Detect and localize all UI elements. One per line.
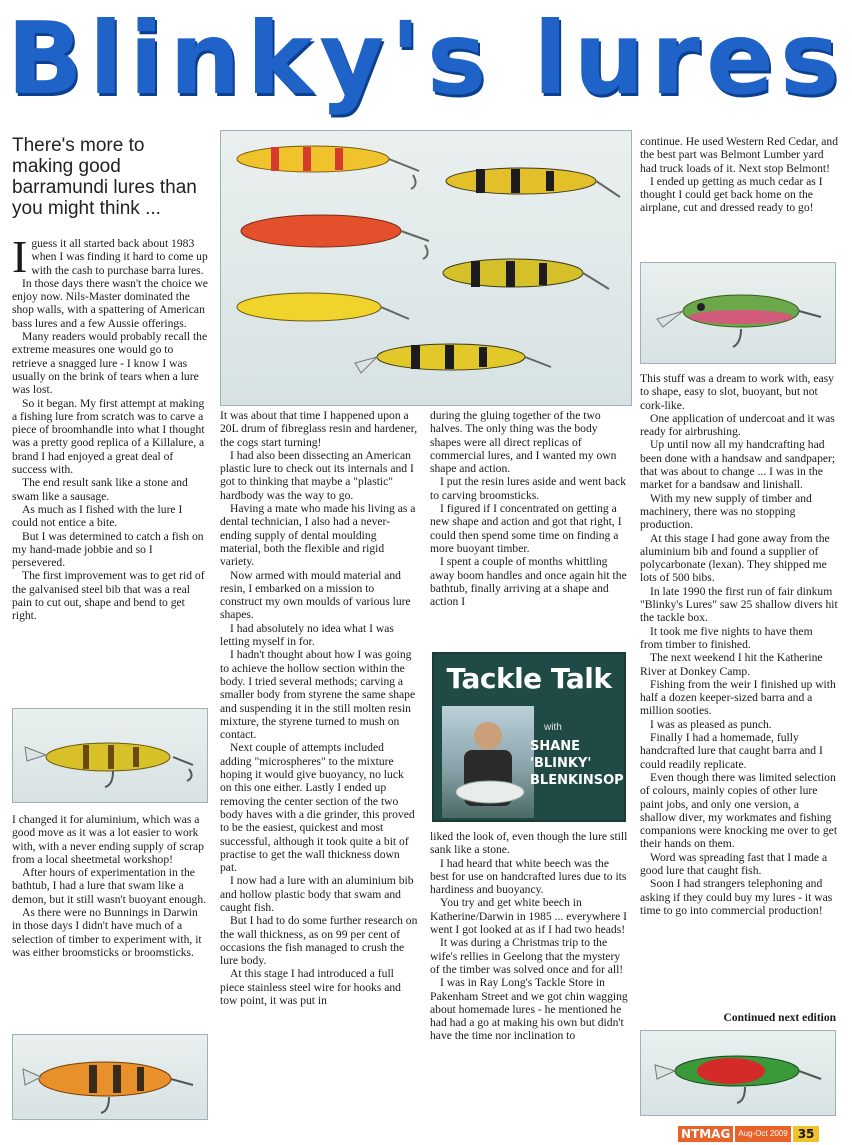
paragraph: Having a mate who made his living as a dental technician, I also had a never-ending supply of dental moulding material, both the flexible and rigid variety. [220, 502, 416, 569]
lures-group-icon [221, 131, 632, 406]
paragraph: You try and get white beech in Katherine/Darwin in 1985 ... everywhere I went I got looked at as if I had two heads! [430, 896, 628, 937]
paragraph: I figured if I concentrated on getting a new shape and action and got that right, I could then spend some time on finding a more buoyant timber. [430, 502, 622, 555]
paragraph: With my new supply of timber and machinery, there was no stopping production. [640, 491, 812, 532]
tackle-talk-box [432, 652, 626, 822]
paragraph: Fishing from the weir I finished up with half a dozen keeper-sized barra and a million sooties. [640, 677, 836, 718]
paragraph: The next weekend I hit the Katherine River at Donkey Camp. [640, 651, 823, 678]
lures-group-photo [220, 130, 632, 406]
lure-photo-orange [12, 1034, 208, 1120]
lure-orange-red [241, 215, 429, 259]
tackle-talk-with: with [544, 722, 562, 733]
paragraph: I was as pleased as punch. [650, 717, 772, 731]
author-name-line: SHANE [530, 739, 581, 754]
paragraph: I had absolutely no idea what I was letting myself in for. [220, 621, 394, 649]
paragraph: One application of undercoat and it was ready for airbrushing. [640, 411, 835, 439]
magazine-name: NTMAG [678, 1126, 733, 1142]
paragraph: At this stage I had introduced a full piece stainless steel wire for hooks and tow point, it was put in [220, 967, 401, 1008]
page-footer [678, 1126, 819, 1142]
lure-photo-1 [12, 708, 208, 803]
author-name [530, 738, 628, 789]
paragraph: It was during a Christmas trip to the wife's rellies in Geelong that the mystery of the timber was solved once and for all! [430, 936, 624, 976]
continued-note: Continued next edition [723, 1012, 836, 1024]
lure-black-yellow-2 [443, 259, 609, 289]
paragraph: It was about that time I happened upon a 20L drum of fibreglass resin and hardener, the cogs start turning! [220, 409, 418, 449]
lure-rainbow-icon [641, 263, 836, 364]
paragraph: Up until now all my handcrafting had been done with a handsaw and sandpaper; that was about to change ... I was in the market for a bandsaw and linishall. [640, 438, 836, 492]
page-number: 35 [793, 1126, 820, 1142]
lure-yellow-spotted-icon [13, 709, 208, 803]
paragraph: I put the resin lures aside and went back to carving broomsticks. [430, 475, 627, 502]
paragraph: I was in Ray Long's Tackle Store in Pakenham Street and we got chin wagging about homemade lures - he mentioned he had had a go at making his own but didn't have the time nor inclination to [430, 976, 628, 1043]
paragraph: Next couple of attempts included adding "microspheres" to the mixture hoping it would give buoyancy, no luck on this one either. Lastly I ended up removing the center section of the two body haves with a die grinder, this proved to be the easiest, quickest and most successful, although it took quite a bit of practise to get the wall thickness down pat. [220, 741, 415, 875]
column-3-bottom [430, 830, 628, 1043]
paragraph: Finally I had a homemade, fully handcrafted lure that caught barra and I could readily replicate. [640, 731, 823, 771]
paragraph: In those days there wasn't the choice we enjoy now. Nils-Master dominated the shop walls, with a spattering of American bass lures and a few Aussie offerings. [12, 276, 208, 330]
paragraph: during the gluing together of the two halves. The only thing was the body shapes were all direct replicas of commercial lures, and I wanted my own shape and action. [430, 409, 617, 476]
standfirst: There's more to making good barramundi lures than you might think ... [12, 135, 197, 219]
issue-date: Aug-Oct 2009 [735, 1126, 790, 1142]
paragraph: This stuff was a dream to work with, easy to shape, easy to slot, buoyant, but not cork-like. [640, 372, 834, 412]
lure-black-yellow-1 [446, 168, 620, 197]
column-2 [220, 409, 418, 1007]
page-title: Blinky's lures [6, 0, 846, 117]
paragraph: In late 1990 the first run of fair dinkum "Blinky's Lures" saw 25 shallow divers hit the tackle box. [640, 584, 838, 625]
paragraph: At this stage I had gone away from the aluminium bib and found a supplier of polycarbonate (lexan). They shipped me lots of 500 bibs. [640, 531, 830, 585]
paragraph: I ended up getting as much cedar as I thought I could get back home on the airplane, cut and dressed ready to go! [640, 174, 823, 215]
paragraph: guess it all started back about 1983 when I was finding it hard to come up with the cash to purchase barra lures. [31, 237, 208, 277]
paragraph: Many readers would probably recall the extreme measures one would go to retrieve a snagged lure - I know I was usually on the brink of tears when a lure was lost. [12, 330, 208, 397]
paragraph: Now armed with mould material and resin, I embarked on a mission to construct my own moulds of various lure shapes. [220, 568, 411, 622]
angler-icon [442, 706, 534, 818]
lure-photo-rainbow [640, 262, 836, 364]
paragraph: I changed it for aluminium, which was a good move as it was a lot easier to work with, with a never ending supply of scrap from a local sheetmetal workshop! [12, 813, 204, 866]
paragraph: Soon I had strangers telephoning and asking if they could buy my lures - it was time to go into commercial production! [640, 877, 833, 917]
paragraph: I spent a couple of months whittling away boom handles and once again hit the bathtub, finally arriving at a shape and action I [430, 555, 627, 609]
column-4-top [640, 135, 838, 215]
author-name-line: BLENKINSOP [530, 773, 624, 788]
paragraph: It took me five nights to have them from timber to finished. [640, 624, 813, 651]
column-1-bottom [12, 813, 208, 959]
tackle-talk-title: Tackle Talk [446, 662, 612, 695]
lure-green-red-icon [641, 1031, 836, 1116]
column-4-bottom [640, 372, 838, 917]
author-name-line: 'BLINKY' [530, 756, 592, 771]
paragraph: I had heard that white beech was the best for use on handcrafted lures due to its hardiness and buoyancy. [430, 856, 627, 897]
column-3-top [430, 409, 628, 608]
paragraph: But I had to do some further research on the wall thickness, as on 99 per cent of occasions the fish managed to crush the lure body. [220, 914, 418, 968]
paragraph: liked the look of, even though the lure still sank like a stone. [430, 830, 628, 857]
lure-red-yellow-1 [237, 146, 419, 189]
lure-photo-green-red [640, 1030, 836, 1116]
lure-yellow [237, 293, 409, 321]
paragraph: After hours of experimentation in the bathtub, I had a lure that swam like a demon, but it still wasn't buoyant enough. [12, 866, 207, 906]
paragraph: Even though there was limited selection of colours, mainly copies of other lure paint jobs, and only one version, a shallow diver, my workmates and fishing companions were knocking me over to get their hands on them. [640, 770, 838, 851]
paragraph: The first improvement was to get rid of the galvanised steel bib that was a real pain to cut out, shape and bend to get right. [12, 569, 205, 623]
paragraph: As much as I fished with the lure I could not entice a bite. [12, 502, 183, 530]
lure-orange-icon [13, 1035, 208, 1120]
paragraph: I now had a lure with an aluminium bib and hollow plastic body that swam and caught fish. [220, 874, 414, 914]
paragraph: Word was spreading fast that I made a good lure that caught fish. [640, 850, 828, 877]
lure-black-yellow-3 [355, 344, 551, 373]
paragraph: As there were no Bunnings in Darwin in those days I didn't have much of a selection of timber to experiment with, it was either broomsticks or broomsticks. [12, 906, 202, 959]
paragraph: I had also been dissecting an American plastic lure to check out its internals and I got to thinking that maybe a "plastic" hardbody was the way to go. [220, 448, 414, 502]
paragraph: continue. He used Western Red Cedar, and the best part was Belmont Lumber yard had truck loads of it. Next stop Belmont! [640, 135, 838, 175]
column-1-top [12, 231, 208, 623]
author-photo [442, 706, 534, 818]
paragraph: The end result sank like a stone and swam like a sausage. [12, 476, 188, 503]
paragraph: So it began. My first attempt at making a fishing lure from scratch was to carve a piece of broomhandle into what I thought was a pretty good replica of a Killalure, a brand I had enjoyed a great deal of success with. [12, 396, 205, 477]
paragraph: But I was determined to catch a fish on my hand-made jobbie and so I persevered. [12, 529, 204, 570]
paragraph: I hadn't thought about how I was going to achieve the hollow section within the body. I tried several methods; carving a smaller body from styrene the same shape and suspending it in the still molten resin mixture, the styrene turned to mush on contact. [220, 648, 416, 742]
drop-cap: I [12, 231, 28, 282]
